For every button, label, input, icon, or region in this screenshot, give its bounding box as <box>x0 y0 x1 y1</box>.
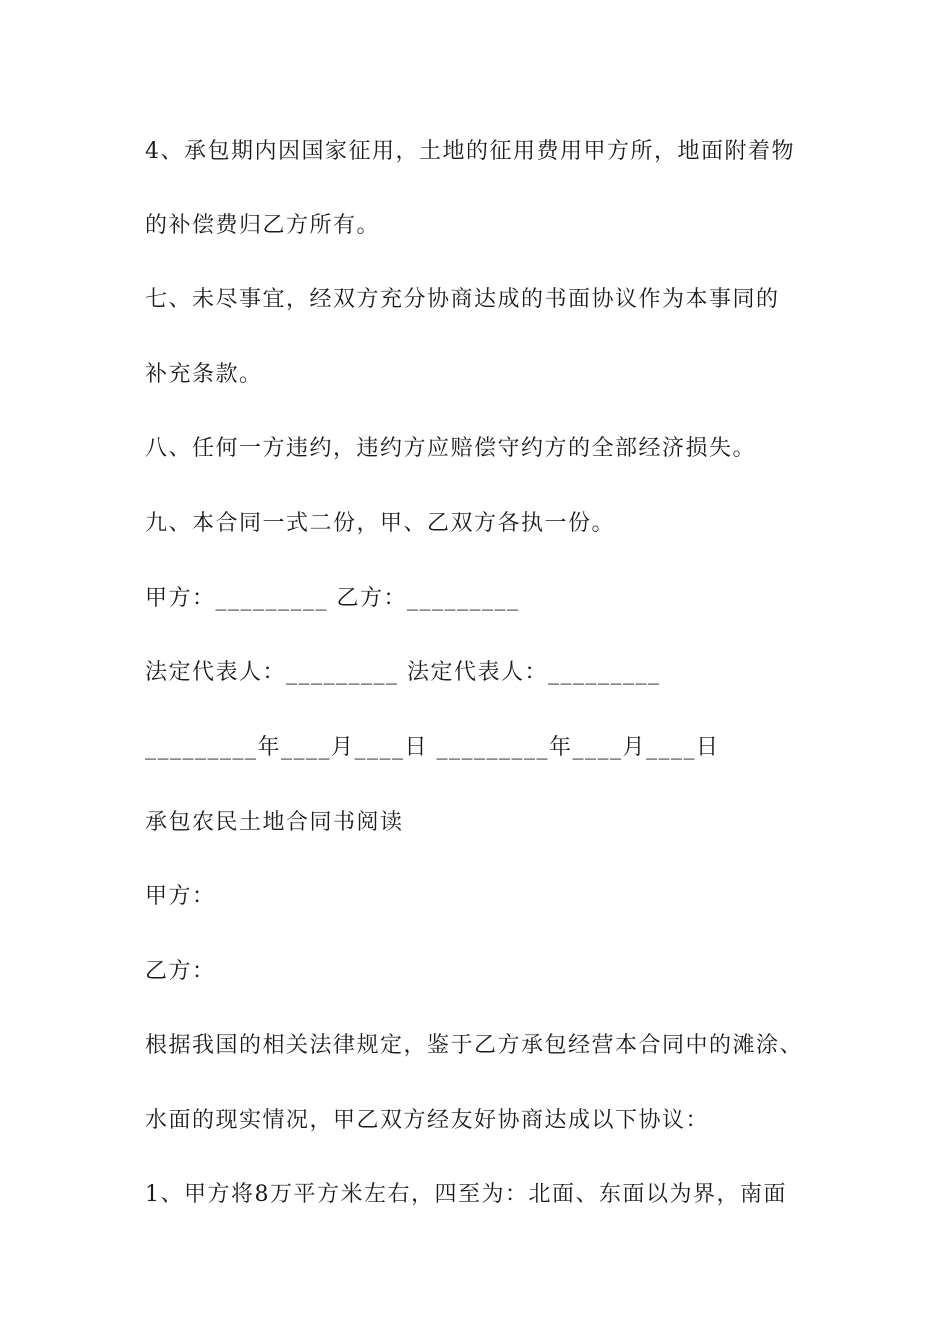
clause-1-line-1: 1、甲方将8万平方米左右，四至为：北面、东面以为界，南面 <box>145 1182 787 1207</box>
signature-dates: _________年____月____日 _________年____月____日 <box>145 735 720 760</box>
clause-7-line-2: 补充条款。 <box>145 362 263 387</box>
clause-9: 九、本合同一式二份，甲、乙双方各执一份。 <box>145 511 616 536</box>
clause-8: 八、任何一方违约，违约方应赔偿守约方的全部经济损失。 <box>145 436 757 461</box>
contract-title: 承包农民土地合同书阅读 <box>145 810 404 835</box>
preamble-line-1: 根据我国的相关法律规定，鉴于乙方承包经营本合同中的滩涂、 <box>145 1033 804 1058</box>
clause-7-line-1: 七、未尽事宜，经双方充分协商达成的书面协议作为本事同的 <box>145 287 780 312</box>
party-b-label: 乙方： <box>145 959 216 984</box>
clause-4-line-1: 4、承包期内因国家征用，土地的征用费用甲方所，地面附着物 <box>145 139 795 164</box>
party-a-label: 甲方： <box>145 884 216 909</box>
signature-parties: 甲方：_________ 乙方：_________ <box>145 586 520 611</box>
preamble-line-2: 水面的现实情况，甲乙双方经友好协商达成以下协议： <box>145 1108 710 1133</box>
signature-representatives: 法定代表人：_________ 法定代表人：_________ <box>145 660 661 685</box>
clause-4-line-2: 的补偿费归乙方所有。 <box>145 213 381 238</box>
